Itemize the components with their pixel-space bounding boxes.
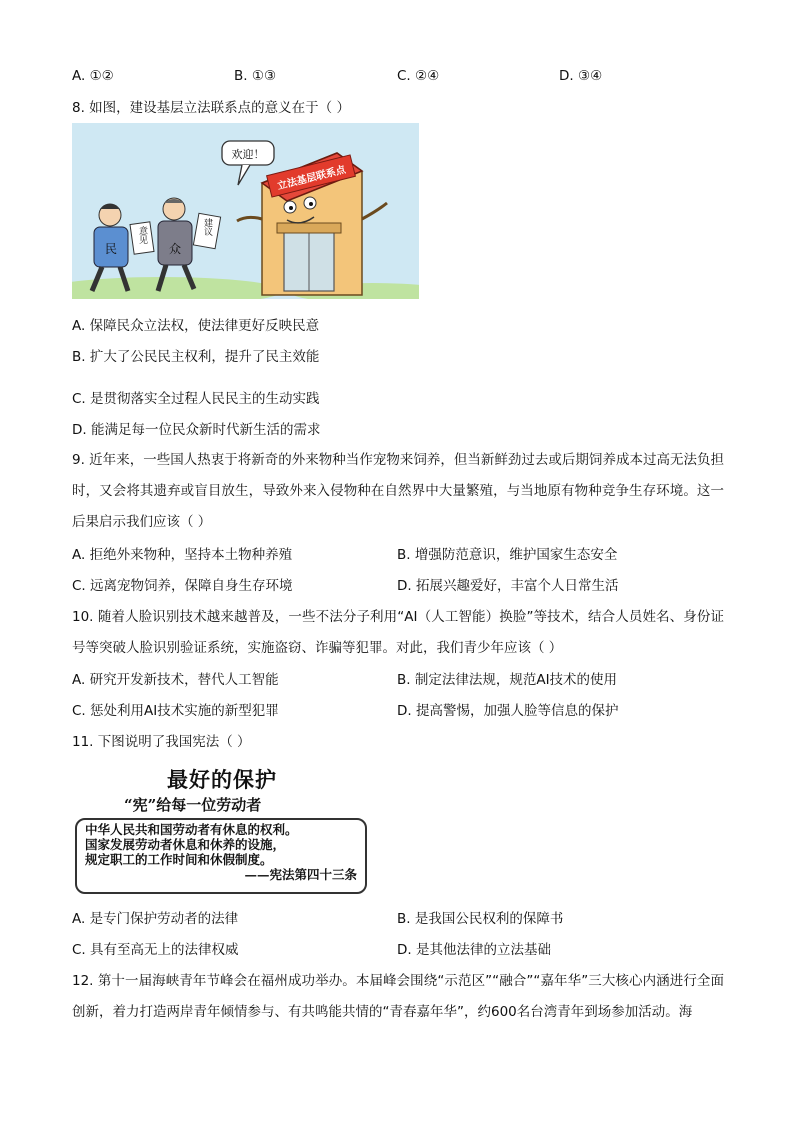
q7-option-d: D. ③④ <box>559 68 603 84</box>
q8-option-a: A. 保障民众立法权，使法律更好反映民意 <box>72 318 320 334</box>
sign-text: 立法基层联系点 <box>276 164 347 193</box>
poster-line-2: 国家发展劳动者休息和休养的设施， <box>85 837 286 852</box>
q11-option-c: C. 具有至高无上的法律权威 <box>72 942 239 958</box>
shirt-text-2: 众 <box>168 242 182 256</box>
q10-option-c: C. 惩处利用AI技术实施的新型犯罪 <box>72 703 279 719</box>
paper-text-2: 建议 <box>202 218 212 236</box>
q11-stem: 11. 下图说明了我国宪法（ ） <box>72 734 251 750</box>
q8-option-d: D. 能满足每一位民众新时代新生活的需求 <box>72 422 321 438</box>
poster-subtitle: “宪”给每一位劳动者 <box>124 796 262 814</box>
poster-line-3: 规定职工的工作时间和休假制度。 <box>85 852 273 867</box>
poster-source: ——宪法第四十三条 <box>244 867 357 882</box>
q9-option-a: A. 拒绝外来物种，坚持本土物种养殖 <box>72 547 293 563</box>
q10-option-b: B. 制定法律法规，规范AI技术的使用 <box>397 672 618 688</box>
q8-cartoon <box>72 123 419 299</box>
q11-option-b: B. 是我国公民权利的保障书 <box>397 911 564 927</box>
q9-stem: 9. 近年来，一些国人热衷于将新奇的外来物种当作宠物来饲养，但当新鲜劲过去或后期饲养成本过高无法负担时，又会将其遗弃或盲目放生，导致外来入侵物种在自然界中大量繁殖，与当地原有物种竞争生存环境。这一后果启示我们应该（ ） <box>72 452 724 530</box>
paper-text-1: 意见 <box>137 226 147 244</box>
q7-option-b: B. ①③ <box>234 68 277 84</box>
q9-option-d: D. 拓展兴趣爱好，丰富个人日常生活 <box>397 578 619 594</box>
q11-option-a: A. 是专门保护劳动者的法律 <box>72 911 239 927</box>
q9-option-b: B. 增强防范意识，维护国家生态安全 <box>397 547 618 563</box>
q10-option-d: D. 提高警惕，加强人脸等信息的保护 <box>397 703 619 719</box>
q8-cartoon-svg <box>72 123 419 299</box>
poster-line-1: 中华人民共和国劳动者有休息的权利。 <box>85 822 298 837</box>
q12-stem: 12. 第十一届海峡青年节峰会在福州成功举办。本届峰会围绕“示范区”“融合”“嘉年华”三大核心内涵进行全面创新，着力打造两岸青年倾情参与、有共鸣能共情的“青春嘉年华”，约600名台湾青年到场参加活动。海 <box>72 973 724 1020</box>
bubble-text: 欢迎！ <box>231 148 265 161</box>
poster-quote-box <box>75 818 367 894</box>
q11-option-d: D. 是其他法律的立法基础 <box>397 942 551 958</box>
q8-stem: 8. 如图，建设基层立法联系点的意义在于（ ） <box>72 100 350 116</box>
poster-title: 最好的保护 <box>167 767 277 792</box>
q8-option-c: C. 是贯彻落实全过程人民民主的生动实践 <box>72 391 320 407</box>
q10-option-a: A. 研究开发新技术，替代人工智能 <box>72 672 279 688</box>
shirt-text-1: 民 <box>104 242 118 256</box>
q10-stem: 10. 随着人脸识别技术越来越普及，一些不法分子利用“AI（人工智能）换脸”等技术，结合人员姓名、身份证号等突破人脸识别验证系统，实施盗窃、诈骗等犯罪。对此，我们青少年应该（ ） <box>72 609 724 656</box>
q9-option-c: C. 远离宠物饲养，保障自身生存环境 <box>72 578 293 594</box>
q7-option-c: C. ②④ <box>397 68 440 84</box>
q8-option-b: B. 扩大了公民民主权利，提升了民主效能 <box>72 349 320 365</box>
q7-option-a: A. ①② <box>72 68 114 84</box>
q11-poster <box>72 762 374 898</box>
